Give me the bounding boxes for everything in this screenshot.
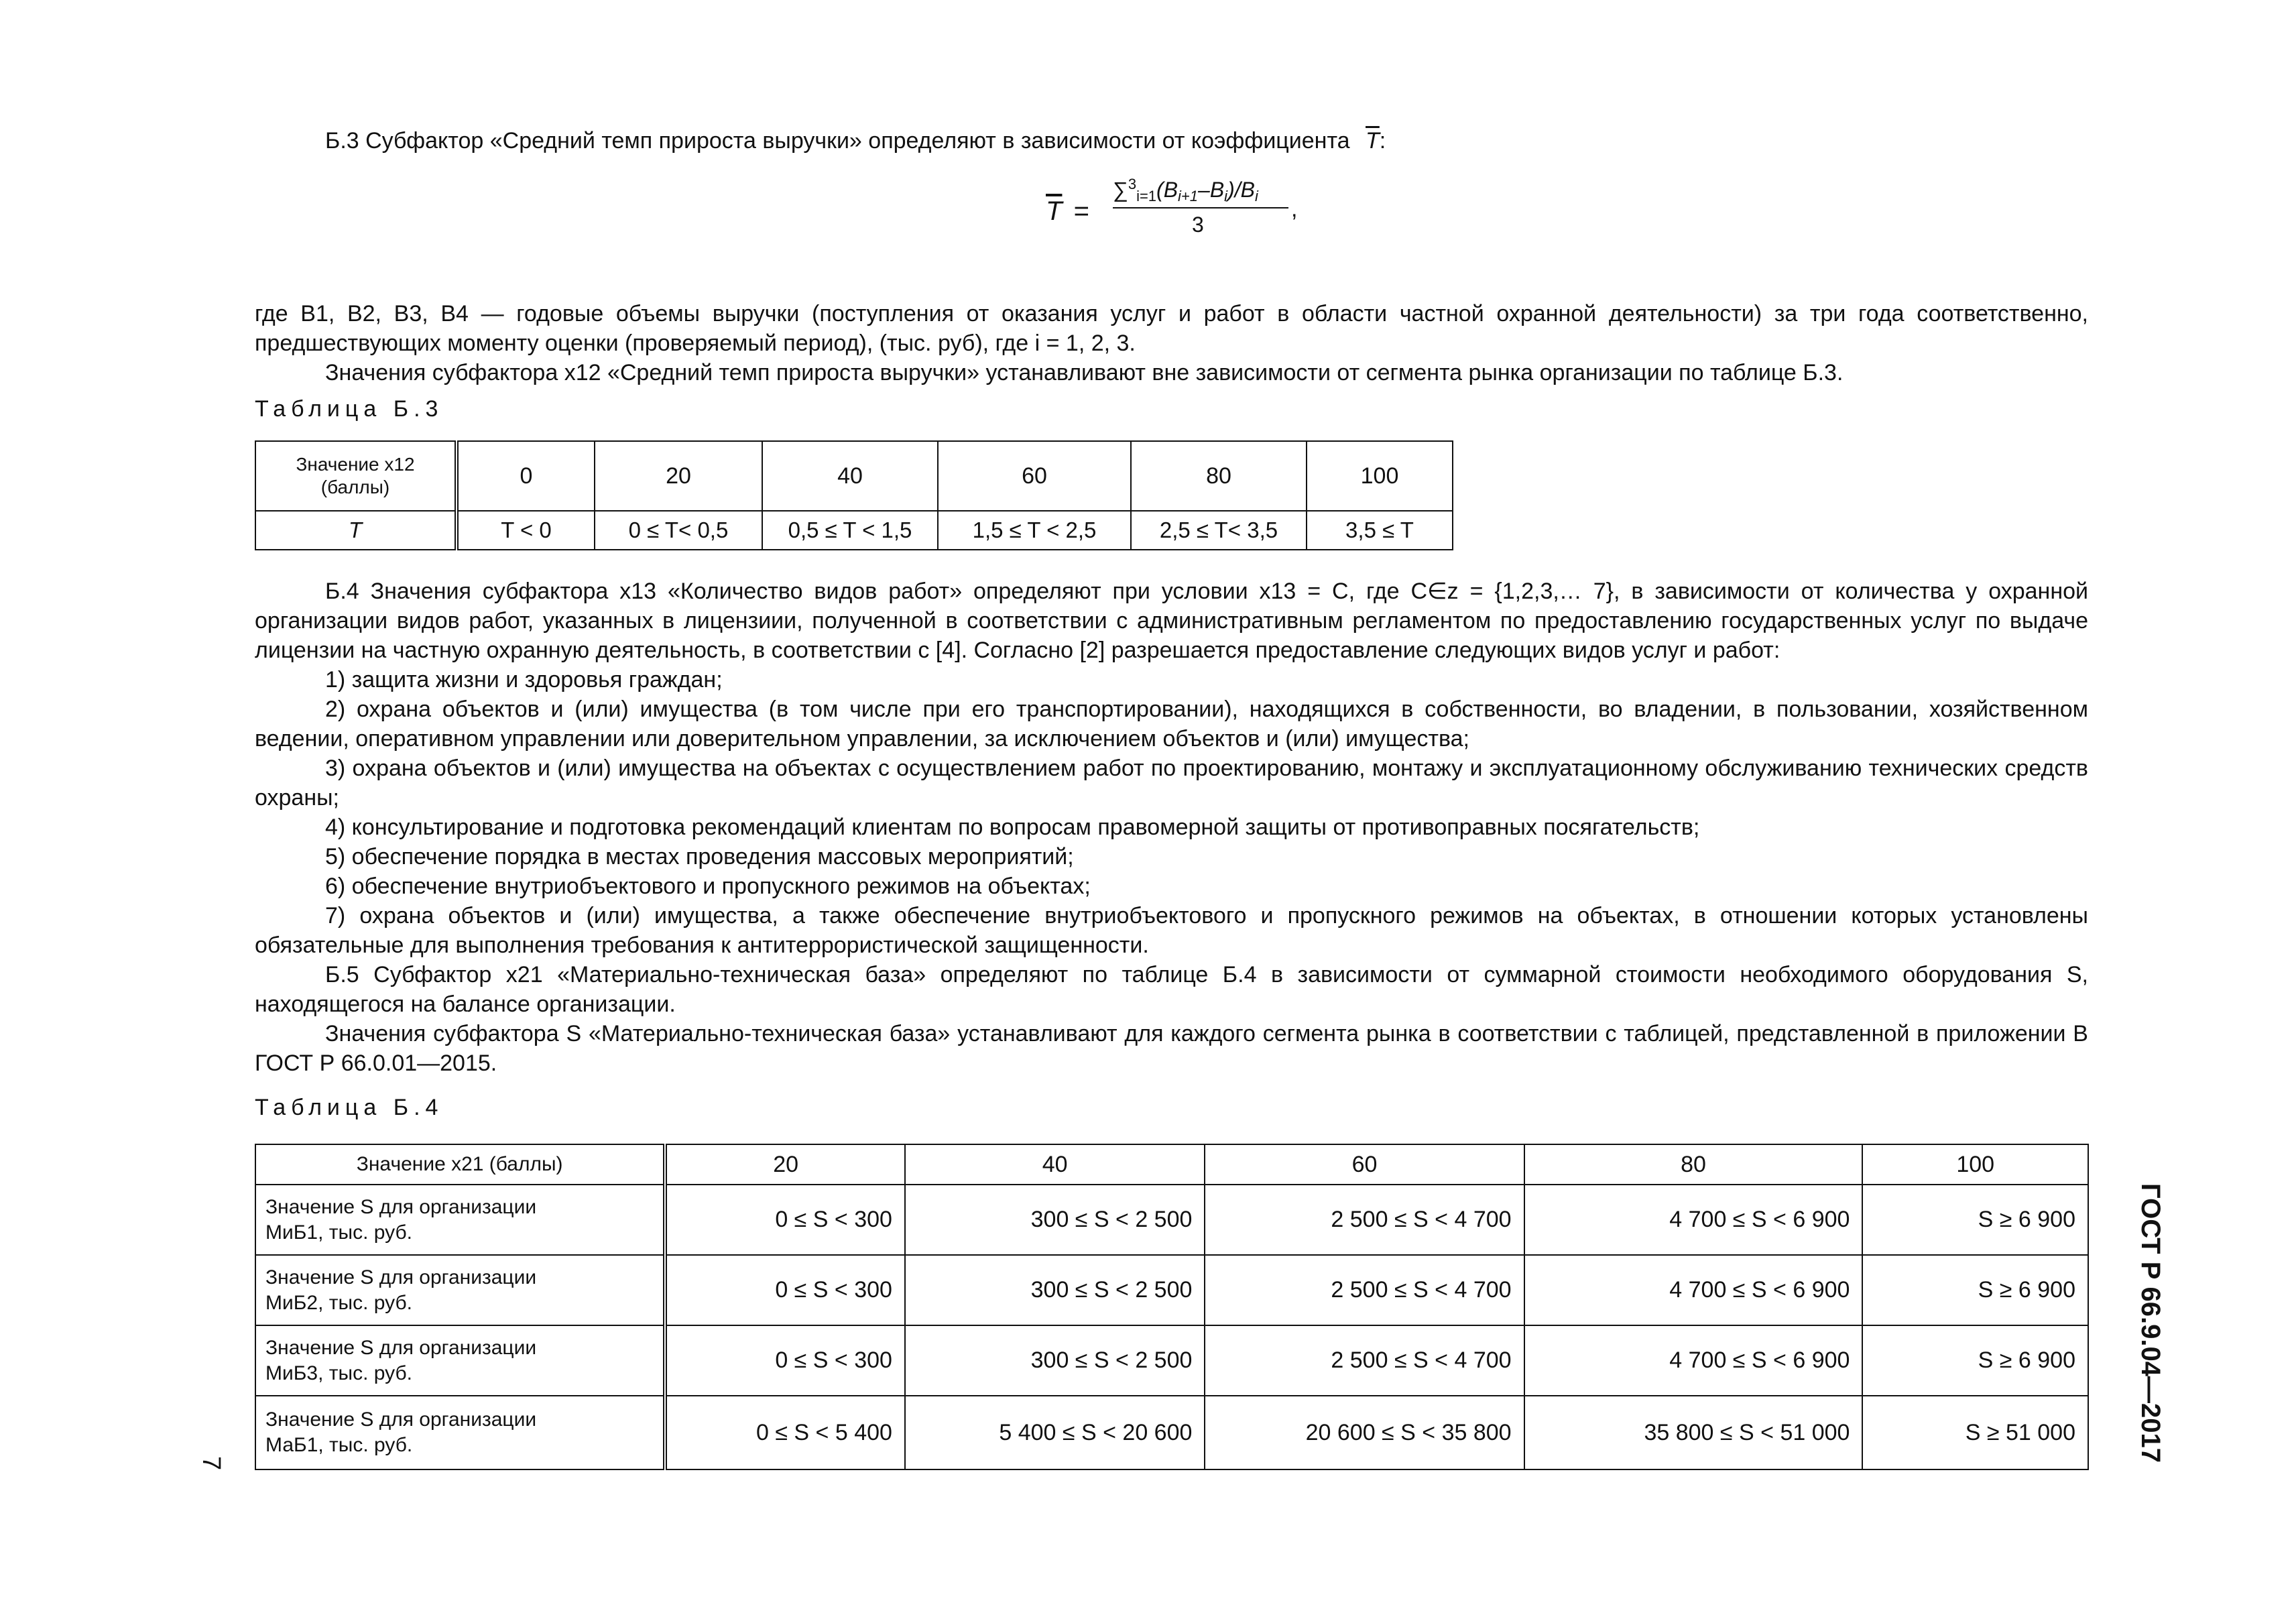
list-item-7: 7) охрана объектов и (или) имущества, а также обеспечение внутриобъектового и пропускного режимов на объектах, в отношении которых установлены обязательные для выполнения требования к антитеррористической защищенности. xyxy=(255,903,2088,958)
table3-range: 0 ≤ T< 0,5 xyxy=(595,511,762,550)
list-item-5: 5) обеспечение порядка в местах проведения массовых мероприятий; xyxy=(325,844,1074,869)
list-item-2: 2) охрана объектов и (или) имущества (в том числе при его транспортировании), находящихся в собственности, во владении, в пользовании, хозяйственном ведении, оперативном управлении или доверительном управлении, за исключением объектов и (или) имущества; xyxy=(255,697,2088,752)
table3-score: 0 xyxy=(457,441,595,511)
table3-score: 60 xyxy=(938,441,1131,511)
b5-paragraph: Б.5 Субфактор x21 «Материально-техническая база» определяют по таблице Б.4 в зависимости от суммарной стоимости необходимого оборудования S, находящегося на балансе организации. xyxy=(255,962,2088,1017)
page-number: 7 xyxy=(197,1456,225,1471)
list-item-4: 4) консультирование и подготовка рекомендаций клиентам по вопросам правомерной защиты от противоправных посягательств; xyxy=(325,815,1700,840)
table3-score: 100 xyxy=(1307,441,1453,511)
list-item-1: 1) защита жизни и здоровья граждан; xyxy=(325,667,723,693)
table3-range: 3,5 ≤ T xyxy=(1307,511,1453,550)
table4-score: 40 xyxy=(905,1144,1205,1185)
table3-range: 1,5 ≤ T < 2,5 xyxy=(938,511,1131,550)
standard-code-header: ГОСТ Р 66.9.04—2017 xyxy=(2136,1183,2165,1463)
table4-score: 80 xyxy=(1524,1144,1863,1185)
table4-score: 100 xyxy=(1862,1144,2088,1185)
table-row: Значение S для организации МиБ3, тыс. руб. 0 ≤ S < 300 300 ≤ S < 2 500 2 500 ≤ S < 4 700 4 700 ≤ S < 6 900 S ≥ 6 900 xyxy=(255,1325,2088,1396)
formula-equals: = xyxy=(1073,196,1089,226)
table3-header-label: Значение x12 (баллы) xyxy=(255,441,457,511)
x12-values-paragraph: Значения субфактора x12 «Средний темп прироста выручки» устанавливают вне зависимости от сегмента рынка организации по таблице Б.3. xyxy=(325,360,1844,385)
table4-caption: Таблица Б.4 xyxy=(255,1095,444,1120)
formula-fraction-line xyxy=(1113,207,1288,208)
table3-range: 0,5 ≤ T < 1,5 xyxy=(762,511,938,550)
t-coefficient-symbol: $\overline{T}$ xyxy=(1366,128,1380,154)
s-values-paragraph: Значения субфактора S «Материально-техническая база» устанавливают для каждого сегмента рынка в соответствии с таблицей, представленной в приложении В ГОСТ Р 66.0.01—2015. xyxy=(255,1021,2088,1076)
table-row: Значение S для организации МаБ1, тыс. руб. 0 ≤ S < 5 400 5 400 ≤ S < 20 600 20 600 ≤ S < 35 800 35 800 ≤ S < 51 000 S ≥ 51 000 xyxy=(255,1396,2088,1469)
table4-score: 60 xyxy=(1205,1144,1524,1185)
table3-score: 40 xyxy=(762,441,938,511)
list-item-6: 6) обеспечение внутриобъектового и пропускного режимов на объектах; xyxy=(325,874,1091,899)
table-row: Значение S для организации МиБ1, тыс. руб. 0 ≤ S < 300 300 ≤ S < 2 500 2 500 ≤ S < 4 700 4 700 ≤ S < 6 900 S ≥ 6 900 xyxy=(255,1185,2088,1255)
list-item-3: 3) охрана объектов и (или) имущества на объектах с осуществлением работ по проектированию, монтажу и эксплуатационному обслуживанию технических средств охраны; xyxy=(255,756,2088,810)
table3-range: T < 0 xyxy=(457,511,595,550)
t-formula xyxy=(1046,178,1327,245)
table3-row-label: T xyxy=(348,518,363,542)
table4-header-label: Значение x21 (баллы) xyxy=(255,1144,665,1185)
table3-caption: Таблица Б.3 xyxy=(255,396,444,422)
table3-score: 20 xyxy=(595,441,762,511)
table3-score: 80 xyxy=(1131,441,1307,511)
table3-range: 2,5 ≤ T< 3,5 xyxy=(1131,511,1307,550)
formula-comma: , xyxy=(1291,196,1298,222)
b4-paragraph: Б.4 Значения субфактора x13 «Количество видов работ» определяют при условии x13 = C, где C∈z = {1,2,3,… 7}, в зависимости от количества у охранной организации видов работ, указанных в лицензиии, полученной в соответствии с административным регламентом по предоставлению государственных услуг по выдаче лицензии на частную охранную деятельность, в соответствии с [4]. Согласно [2] разрешается предоставление следующих видов услуг и работ: xyxy=(255,579,2088,663)
formula-lhs: $\overline{T}$ xyxy=(1046,196,1063,226)
where-paragraph: где B1, B2, B3, B4 — годовые объемы выручки (поступления от оказания услуг и работ в области частной охранной деятельности) за три года соответственно, предшествующих моменту оценки (проверяемый период), (тыс. руб), где i = 1, 2, 3. xyxy=(255,301,2088,356)
b3-intro-line: Б.3 Субфактор «Средний темп прироста выручки» определяют в зависимости от коэффициента $\overline{T}$: xyxy=(325,128,1386,154)
table4-score: 20 xyxy=(665,1144,905,1185)
table-row: Значение S для организации МиБ2, тыс. руб. 0 ≤ S < 300 300 ≤ S < 2 500 2 500 ≤ S < 4 700 4 700 ≤ S < 6 900 S ≥ 6 900 xyxy=(255,1255,2088,1325)
table-b4 xyxy=(255,1144,2089,1470)
b3-intro-text: Б.3 Субфактор «Средний темп прироста выручки» определяют в зависимости от коэффициента xyxy=(325,128,1350,154)
formula-denominator: 3 xyxy=(1192,213,1204,237)
formula-numerator: $\sum^3_{i=1}(B_{i+1}-B_i)/B_i$ xyxy=(1113,176,1258,204)
table-b3 xyxy=(255,440,1453,550)
